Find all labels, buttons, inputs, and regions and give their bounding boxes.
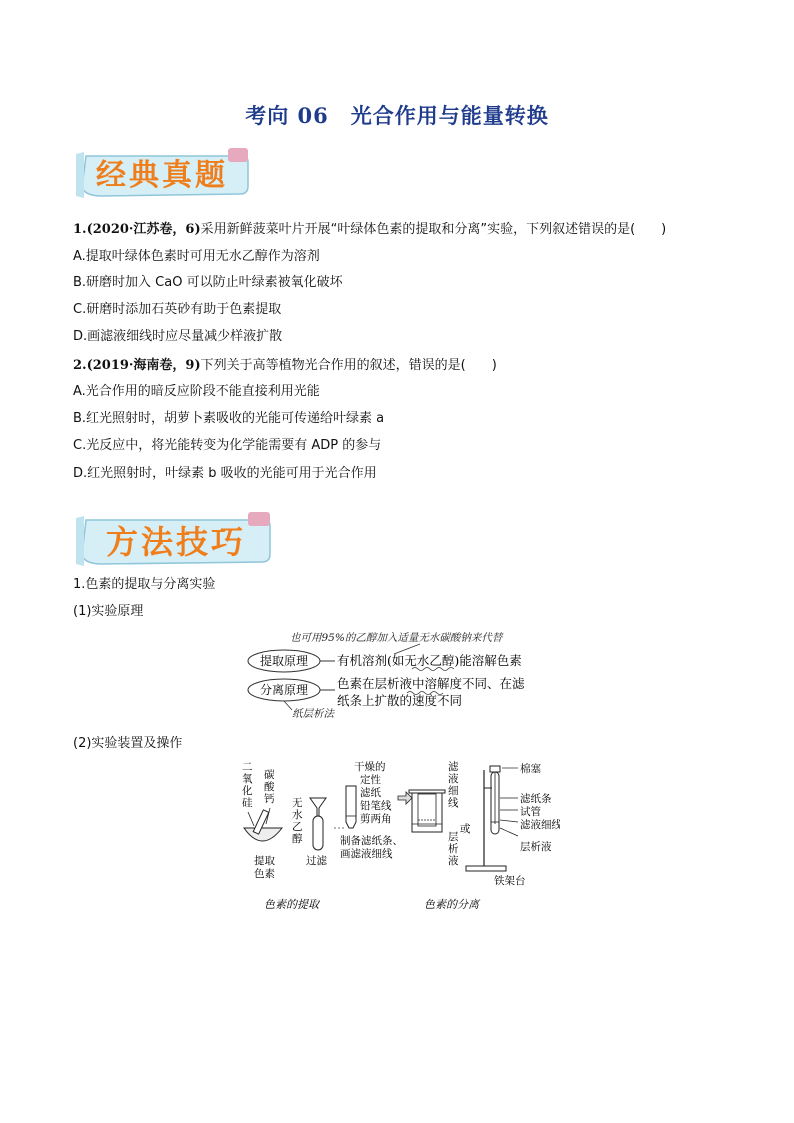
q1-option-c: C.研磨时添加石英砂有助于色素提取 bbox=[73, 302, 282, 317]
svg-text:滤液细线: 滤液细线 bbox=[520, 819, 560, 831]
q2-option-d: D.红光照射时，叶绿素 b 吸收的光能可用于光合作用 bbox=[73, 466, 377, 481]
svg-text:定性: 定性 bbox=[360, 774, 381, 786]
q2-option-a: A.光合作用的暗反应阶段不能直接利用光能 bbox=[73, 384, 320, 399]
svg-text:棉塞: 棉塞 bbox=[520, 763, 541, 775]
banner-classic-text: 经典真题 bbox=[96, 158, 228, 193]
separate-principle-label: 分离原理 bbox=[259, 683, 309, 697]
svg-text:干燥的: 干燥的 bbox=[354, 761, 386, 773]
svg-text:画滤液细线: 画滤液细线 bbox=[340, 848, 393, 860]
svg-text:析: 析 bbox=[448, 843, 459, 855]
svg-text:过滤: 过滤 bbox=[306, 855, 327, 867]
svg-text:剪两角: 剪两角 bbox=[360, 813, 392, 825]
extract-principle-label: 提取原理 bbox=[259, 654, 309, 668]
q1-option-a: A.提取叶绿体色素时可用无水乙醇作为溶剂 bbox=[73, 249, 320, 264]
svg-text:醇: 醇 bbox=[292, 833, 303, 845]
q2-option-c: C.光反应中，将光能转变为化学能需要有 ADP 的参与 bbox=[73, 438, 382, 453]
svg-text:细: 细 bbox=[448, 785, 459, 797]
beaker-icon bbox=[409, 790, 445, 832]
q1-stem: 1.(2020·江苏卷，6)采用新鲜菠菜叶片开展“叶绿体色素的提取和分离”实验，下列叙述错误的是( ) bbox=[73, 222, 667, 237]
svg-text:制备滤纸条、: 制备滤纸条、 bbox=[340, 835, 403, 847]
q2-option-b: B.红光照射时，胡萝卜素吸收的光能可传递给叶绿素 a bbox=[73, 411, 385, 426]
svg-text:硅: 硅 bbox=[242, 797, 253, 809]
principle-note-top: 也可用95%的乙醇加入适量无水碳酸钠来代替 bbox=[290, 632, 503, 644]
svg-text:液: 液 bbox=[448, 855, 459, 867]
method-sub2: (2)实验装置及操作 bbox=[73, 736, 183, 751]
method-heading: 1.色素的提取与分离实验 bbox=[73, 577, 216, 592]
svg-text:无: 无 bbox=[292, 797, 303, 809]
separate-principle-text-2: 纸条上扩散的速度不同 bbox=[337, 693, 463, 708]
funnel-icon bbox=[310, 798, 326, 850]
q1-option-b: B.研磨时加入 CaO 可以防止叶绿素被氧化破坏 bbox=[73, 275, 343, 290]
mortar-icon bbox=[244, 808, 282, 841]
svg-text:滤纸条: 滤纸条 bbox=[520, 793, 552, 805]
svg-text:层析液: 层析液 bbox=[520, 841, 552, 853]
svg-text:提取: 提取 bbox=[254, 855, 275, 867]
svg-text:钙: 钙 bbox=[264, 793, 275, 805]
caption-extract: 色素的提取 bbox=[264, 898, 319, 911]
svg-text:或: 或 bbox=[460, 823, 471, 835]
filter-paper-strip-icon bbox=[346, 786, 356, 828]
svg-text:水: 水 bbox=[292, 809, 303, 821]
banner-classic bbox=[72, 148, 258, 204]
banner-method bbox=[72, 512, 280, 572]
svg-text:二: 二 bbox=[242, 761, 253, 773]
svg-text:铅笔线: 铅笔线 bbox=[360, 800, 392, 812]
q1-option-d: D.画滤液细线时应尽量减少样液扩散 bbox=[73, 329, 283, 344]
svg-text:线: 线 bbox=[448, 797, 459, 809]
arrow-icon bbox=[398, 792, 412, 804]
svg-text:试管: 试管 bbox=[520, 806, 541, 818]
page-title: 考向 06 光合作用与能量转换 bbox=[245, 103, 549, 128]
svg-text:氧: 氧 bbox=[242, 773, 253, 785]
iron-stand-icon bbox=[466, 766, 518, 871]
svg-text:酸: 酸 bbox=[264, 781, 275, 793]
q2-stem: 2.(2019·海南卷，9)下列关于高等植物光合作用的叙述，错误的是( ) bbox=[73, 358, 497, 373]
svg-text:滤: 滤 bbox=[448, 761, 459, 773]
svg-text:滤纸: 滤纸 bbox=[360, 787, 381, 799]
svg-text:化: 化 bbox=[242, 785, 253, 797]
svg-text:乙: 乙 bbox=[292, 821, 303, 833]
extract-principle-text: 有机溶剂(如无水乙醇)能溶解色素 bbox=[337, 653, 522, 668]
separate-principle-text-1: 色素在层析液中溶解度不同、在滤 bbox=[337, 676, 525, 691]
svg-text:色素: 色素 bbox=[254, 868, 275, 880]
svg-text:铁架台: 铁架台 bbox=[494, 875, 526, 887]
method-sub1: (1)实验原理 bbox=[73, 604, 144, 619]
principle-note-bottom: 纸层析法 bbox=[292, 708, 334, 720]
svg-text:碳: 碳 bbox=[264, 769, 275, 781]
banner-method-text: 方法技巧 bbox=[105, 523, 247, 561]
caption-separate: 色素的分离 bbox=[424, 898, 479, 911]
svg-text:液: 液 bbox=[448, 773, 459, 785]
principle-diagram bbox=[244, 628, 574, 726]
svg-text:层: 层 bbox=[448, 831, 459, 843]
apparatus-diagram bbox=[240, 758, 560, 918]
